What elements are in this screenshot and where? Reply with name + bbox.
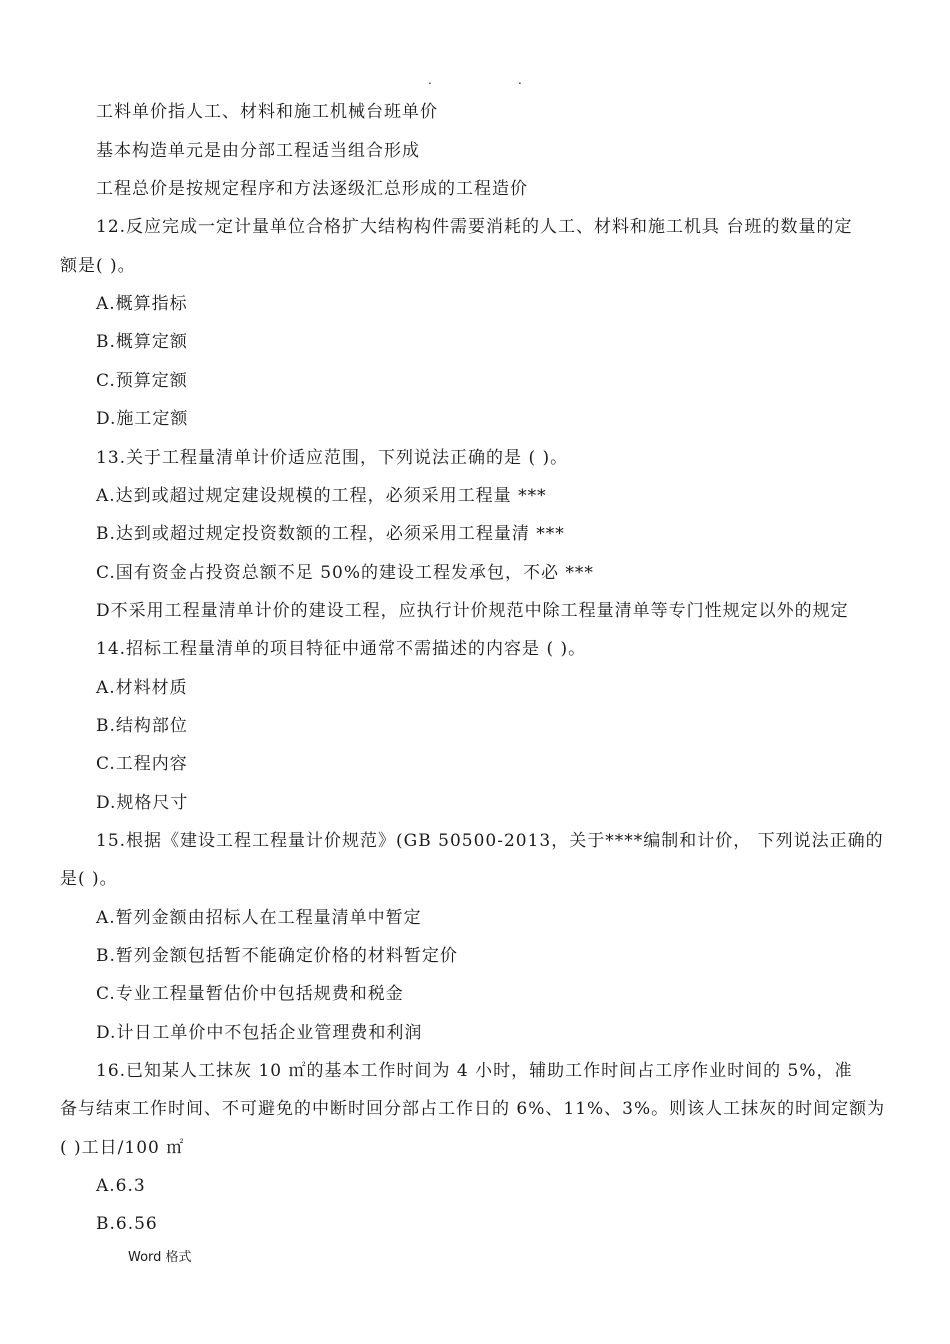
option-a: A.概算指标 [96, 294, 188, 314]
option-d: D.施工定额 [96, 409, 189, 429]
option-c: C.国有资金占投资总额不足 50%的建设工程发承包，不必 *** [96, 563, 594, 583]
option-d: D.规格尺寸 [96, 793, 189, 813]
question-16-stem-cont: 备与结束工作时间、不可避免的中断时回分部占工作日的 6%、11%、3%。则该人工抹灰的时间定额为 [60, 1099, 886, 1119]
option-b: B.暂列金额包括暂不能确定价格的材料暂定价 [96, 946, 458, 966]
option-b: B.结构部位 [96, 716, 188, 736]
option-c: C.工程内容 [96, 754, 188, 774]
option-b: B.6.56 [96, 1214, 158, 1234]
option-a: A.暂列金额由招标人在工程量清单中暂定 [96, 908, 422, 928]
question-15-stem: 15.根据《建设工程工程量计价规范》(GB 50500-2013，关于****编制和计价， 下列说法正确的 [96, 831, 884, 851]
option-a: A.材料材质 [96, 678, 188, 698]
question-16-stem-cont: ( )工日/100 ㎡ [60, 1138, 185, 1158]
question-13-stem: 13.关于工程量清单计价适应范围，下列说法正确的是 ( )。 [96, 448, 569, 468]
header-dot-right: . [518, 73, 522, 87]
text-line: 基本构造单元是由分部工程适当组合形成 [96, 141, 420, 161]
question-14-stem: 14.招标工程量清单的项目特征中通常不需描述的内容是 ( )。 [96, 639, 587, 659]
option-a: A.达到或超过规定建设规模的工程，必须采用工程量 *** [96, 486, 547, 506]
option-c: C.专业工程量暂估价中包括规费和税金 [96, 984, 404, 1004]
page-footer-label: Word 格式 [128, 1250, 192, 1265]
option-b: B.概算定额 [96, 332, 188, 352]
question-16-stem: 16.已知某人工抹灰 10 ㎡的基本工作时间为 4 小时，辅助工作时间占工序作业时间的 5%，准 [96, 1061, 853, 1081]
option-a: A.6.3 [96, 1176, 146, 1196]
question-12-stem: 12.反应完成一定计量单位合格扩大结构构件需要消耗的人工、材料和施工机具 台班的数量的定 [96, 217, 853, 237]
page-header-marks [0, 70, 950, 90]
option-d: D不采用工程量清单计价的建设工程，应执行计价规范中除工程量清单等专门性规定以外的规定 [96, 601, 849, 621]
question-15-stem-cont: 是( )。 [60, 869, 118, 889]
text-line: 工程总价是按规定程序和方法逐级汇总形成的工程造价 [96, 179, 528, 199]
option-c: C.预算定额 [96, 371, 188, 391]
text-line: 工料单价指人工、材料和施工机械台班单价 [96, 102, 438, 122]
question-12-stem-cont: 额是( )。 [60, 256, 136, 276]
header-dot-left: . [428, 73, 432, 87]
option-b: B.达到或超过规定投资数额的工程，必须采用工程量清 *** [96, 524, 565, 544]
option-d: D.计日工单价中不包括企业管理费和利润 [96, 1023, 423, 1043]
